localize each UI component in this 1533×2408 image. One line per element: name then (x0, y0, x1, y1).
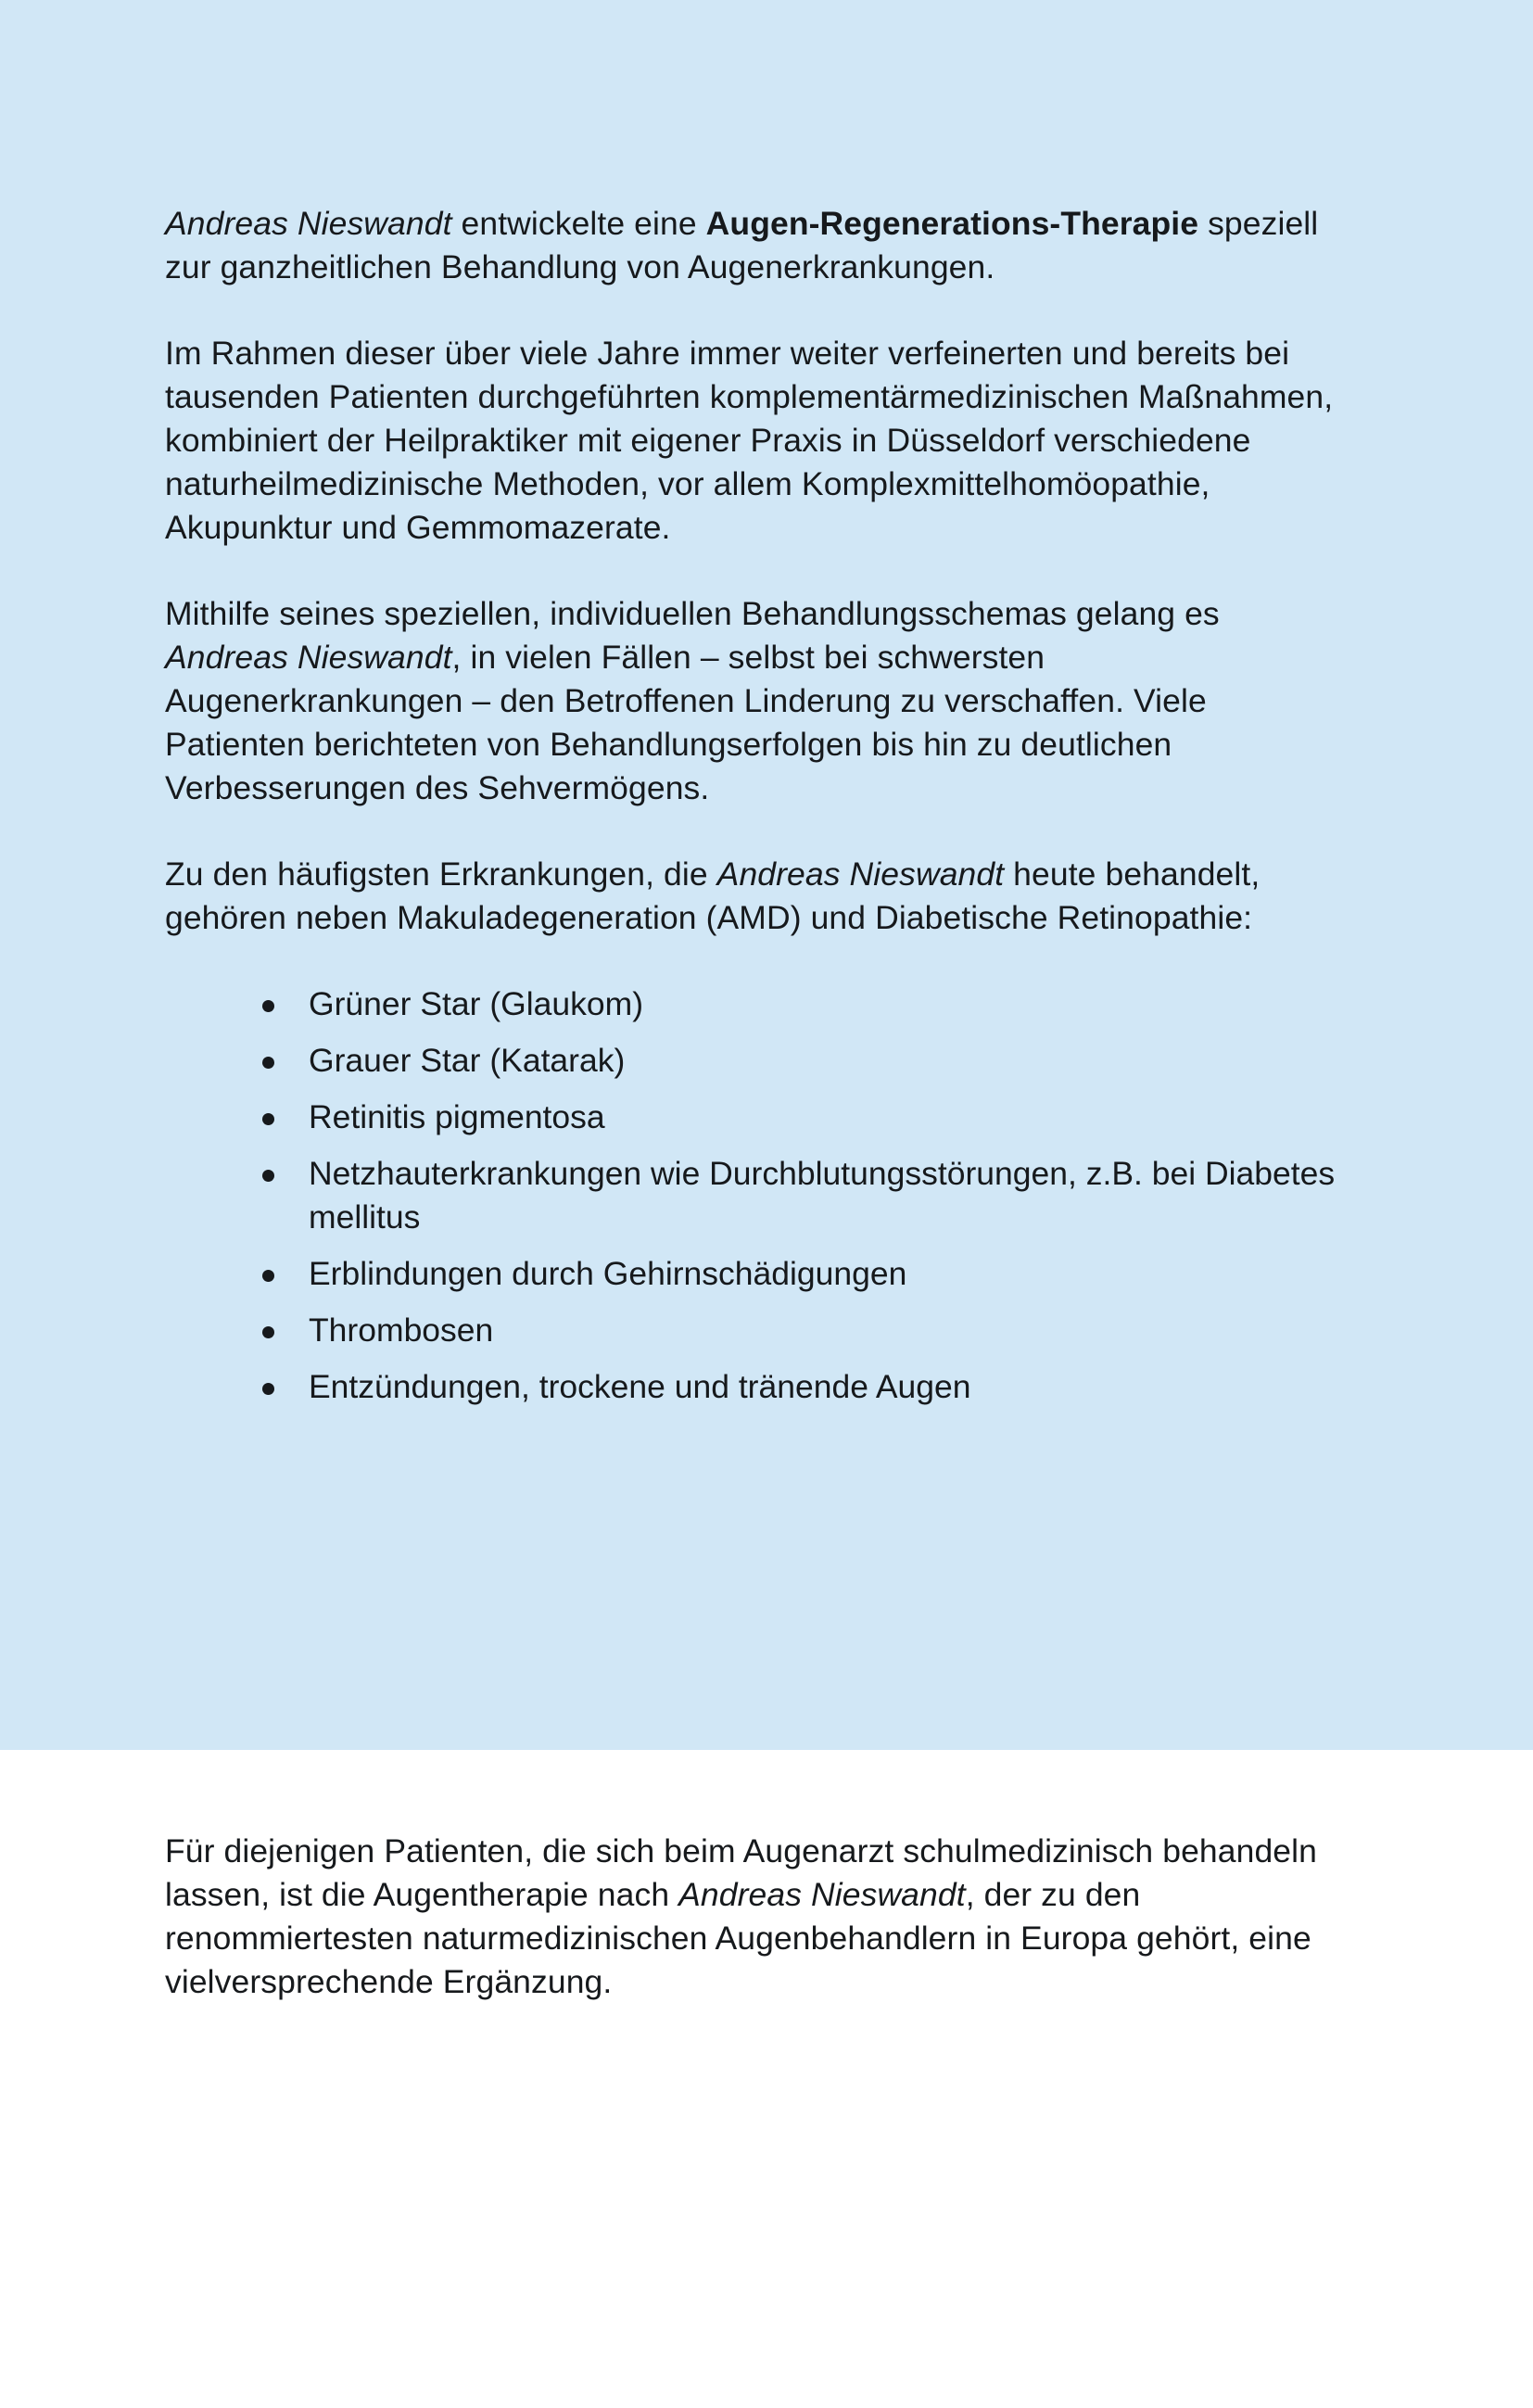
closing-text-1: Für diejenigen Patienten, die sich beim Augenarzt schulmedizinisch behandeln lassen, ist die Augentherapie nach (165, 1832, 1317, 1913)
bullet-dot-icon (262, 1113, 274, 1125)
list-item (262, 1309, 1356, 1352)
results-text-1: Mithilfe seines speziellen, individuellen Behandlungsschemas gelang es (165, 595, 1220, 632)
list-item-label: Entzündungen, trockene und tränende Augen (309, 1368, 971, 1405)
intro-text-2: speziell zur ganzheitlichen Behandlung von Augenerkrankungen. (165, 205, 1319, 285)
list-item (262, 1252, 1356, 1296)
list-item (262, 1096, 1356, 1139)
bullet-dot-icon (262, 1170, 274, 1182)
therapy-name-emphasis: Augen-Regenerations-Therapie (705, 205, 1199, 242)
list-item (262, 1039, 1356, 1083)
paragraph-methods (165, 332, 1342, 550)
practitioner-name-results: Andreas Nieswandt (165, 639, 452, 676)
closing-text-2: , der zu den renommiertesten naturmedizinischen Augenbehandlern in Europa gehört, eine vielversprechende Ergänzung. (165, 1876, 1311, 2000)
practitioner-name-indications: Andreas Nieswandt (716, 855, 1005, 893)
list-item-label: Retinitis pigmentosa (309, 1098, 605, 1135)
list-item-label: Erblindungen durch Gehirnschädigungen (309, 1255, 907, 1292)
paragraph-intro (165, 202, 1342, 289)
indications-bullet-list (165, 982, 1370, 1409)
bullet-dot-icon (262, 1000, 274, 1012)
practitioner-name-intro: Andreas Nieswandt (165, 205, 452, 242)
methods-text: Im Rahmen dieser über viele Jahre immer weiter verfeinerten und bereits bei tausenden Patienten durchgeführten komplementärmedizinischen Maßnahmen, kombiniert der Heilpraktiker mit eigener Praxis in Düsseldorf verschiedene naturheilmedizinische Methoden, vor allem Komplexmittelhomöopathie, Akupunktur und Gemmomazerate. (165, 335, 1334, 546)
list-item-label: Thrombosen (309, 1312, 494, 1349)
bullet-dot-icon (262, 1270, 274, 1282)
intro-text-1: entwickelte eine (451, 205, 706, 242)
list-item-label: Grüner Star (Glaukom) (309, 985, 644, 1022)
paragraph-closing (165, 1830, 1342, 2004)
indications-text-2: heute behandelt, gehören neben Makuladegeneration (AMD) und Diabetische Retinopathie: (165, 855, 1261, 936)
list-item (262, 1152, 1356, 1239)
plain-content-panel (0, 1750, 1533, 2408)
indications-text-1: Zu den häufigsten Erkrankungen, die (165, 855, 717, 893)
plain-panel-text-column (165, 1830, 1370, 2004)
bullet-dot-icon (262, 1326, 274, 1338)
practitioner-name-closing: Andreas Nieswandt (678, 1876, 966, 1913)
paragraph-results (165, 592, 1342, 810)
tinted-panel-text-column (165, 202, 1370, 1409)
bullet-dot-icon (262, 1057, 274, 1069)
list-item-label: Netzhauterkrankungen wie Durchblutungsstörungen, z.B. bei Diabetes mellitus (309, 1155, 1336, 1236)
paragraph-indications-lead-in (165, 853, 1342, 940)
list-item (262, 982, 1356, 1026)
results-text-2: , in vielen Fällen – selbst bei schwersten Augenerkrankungen – den Betroffenen Linderung zu verschaffen. Viele Patienten berichteten von Behandlungserfolgen bis hin zu deutlichen Verbesserungen des Sehvermögens. (165, 639, 1207, 806)
list-item-label: Grauer Star (Katarak) (309, 1042, 626, 1079)
list-item (262, 1365, 1356, 1409)
bullet-dot-icon (262, 1383, 274, 1395)
